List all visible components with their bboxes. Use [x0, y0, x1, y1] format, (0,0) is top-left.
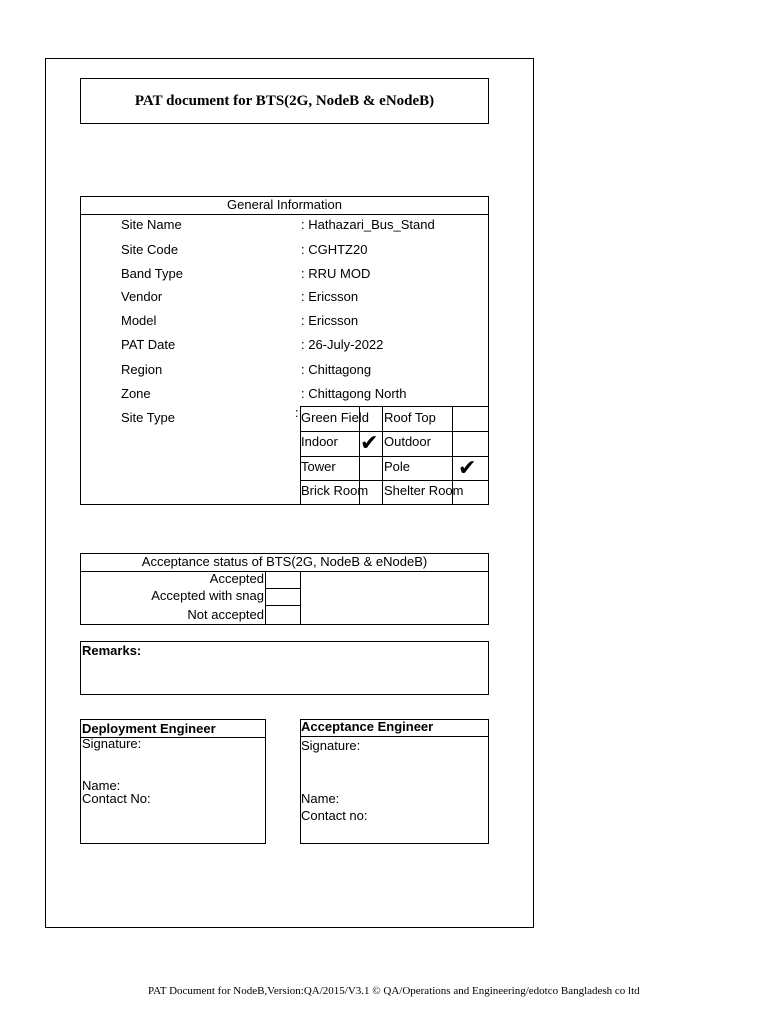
- model-label: Model: [121, 313, 157, 328]
- general-info-header: General Information: [80, 196, 489, 215]
- deployment-signature-label: Signature:: [82, 736, 142, 751]
- acceptance-col-right: [300, 572, 301, 625]
- site-type-colon: :: [295, 405, 299, 420]
- site-type-green-field: Green Field: [301, 410, 369, 425]
- site-name-value: : Hathazari_Bus_Stand: [301, 217, 435, 232]
- site-type-grid-top: [300, 406, 488, 407]
- site-type-roof-top: Roof Top: [384, 410, 436, 425]
- zone-label: Zone: [121, 386, 151, 401]
- pole-check-icon: ✔: [458, 455, 477, 480]
- indoor-check-icon: ✔: [360, 430, 379, 455]
- model-value: : Ericsson: [301, 313, 359, 328]
- site-type-shelter-room: Shelter Room: [384, 483, 464, 498]
- not-accepted-label: Not accepted: [187, 607, 264, 622]
- band-type-value: : RRU MOD: [301, 266, 371, 281]
- remarks-box[interactable]: [80, 641, 489, 695]
- vendor-label: Vendor: [121, 289, 163, 304]
- acceptance-name-label: Name:: [301, 791, 340, 806]
- site-type-brick-room: Brick Room: [301, 483, 369, 498]
- vendor-value: : Ericsson: [301, 289, 359, 304]
- site-type-outdoor: Outdoor: [384, 434, 431, 449]
- pat-date-value: : 26-July-2022: [301, 337, 384, 352]
- site-type-grid-col2: [382, 406, 383, 505]
- accepted-with-snag-checkbox[interactable]: [266, 589, 300, 605]
- region-value: : Chittagong: [301, 362, 372, 377]
- site-type-label: Site Type: [121, 410, 175, 425]
- acceptance-engineer-divider: [300, 736, 489, 737]
- not-accepted-checkbox[interactable]: [266, 606, 300, 624]
- site-code-value: : CGHTZ20: [301, 242, 368, 257]
- zone-value: : Chittagong North: [301, 386, 407, 401]
- site-type-grid-row1: [300, 431, 488, 432]
- deployment-engineer-title: Deployment Engineer: [82, 721, 216, 736]
- site-type-indoor: Indoor: [301, 434, 338, 449]
- site-name-label: Site Name: [121, 217, 182, 232]
- accepted-checkbox[interactable]: [266, 573, 300, 588]
- acceptance-engineer-title: Acceptance Engineer: [301, 719, 434, 734]
- remarks-label: Remarks:: [82, 643, 142, 658]
- page-footer: PAT Document for NodeB,Version:QA/2015/V3.1 © QA/Operations and Engineering/edotco Bangladesh co ltd: [148, 985, 640, 997]
- band-type-label: Band Type: [121, 266, 183, 281]
- document-title: PAT document for BTS(2G, NodeB & eNodeB): [80, 78, 489, 124]
- deployment-name-label: Name:: [82, 778, 121, 793]
- site-type-tower: Tower: [301, 459, 336, 474]
- accepted-with-snag-label: Accepted with snag: [151, 588, 264, 603]
- acceptance-contact-label: Contact no:: [301, 808, 368, 823]
- site-type-grid-row3: [300, 480, 488, 481]
- pat-date-label: PAT Date: [121, 337, 176, 352]
- acceptance-signature-label: Signature:: [301, 738, 361, 753]
- acceptance-status-header: Acceptance status of BTS(2G, NodeB & eNodeB): [80, 553, 489, 572]
- site-code-label: Site Code: [121, 242, 179, 257]
- deployment-contact-label: Contact No:: [82, 791, 151, 806]
- region-label: Region: [121, 362, 163, 377]
- site-type-pole: Pole: [384, 459, 411, 474]
- accepted-label: Accepted: [209, 571, 264, 586]
